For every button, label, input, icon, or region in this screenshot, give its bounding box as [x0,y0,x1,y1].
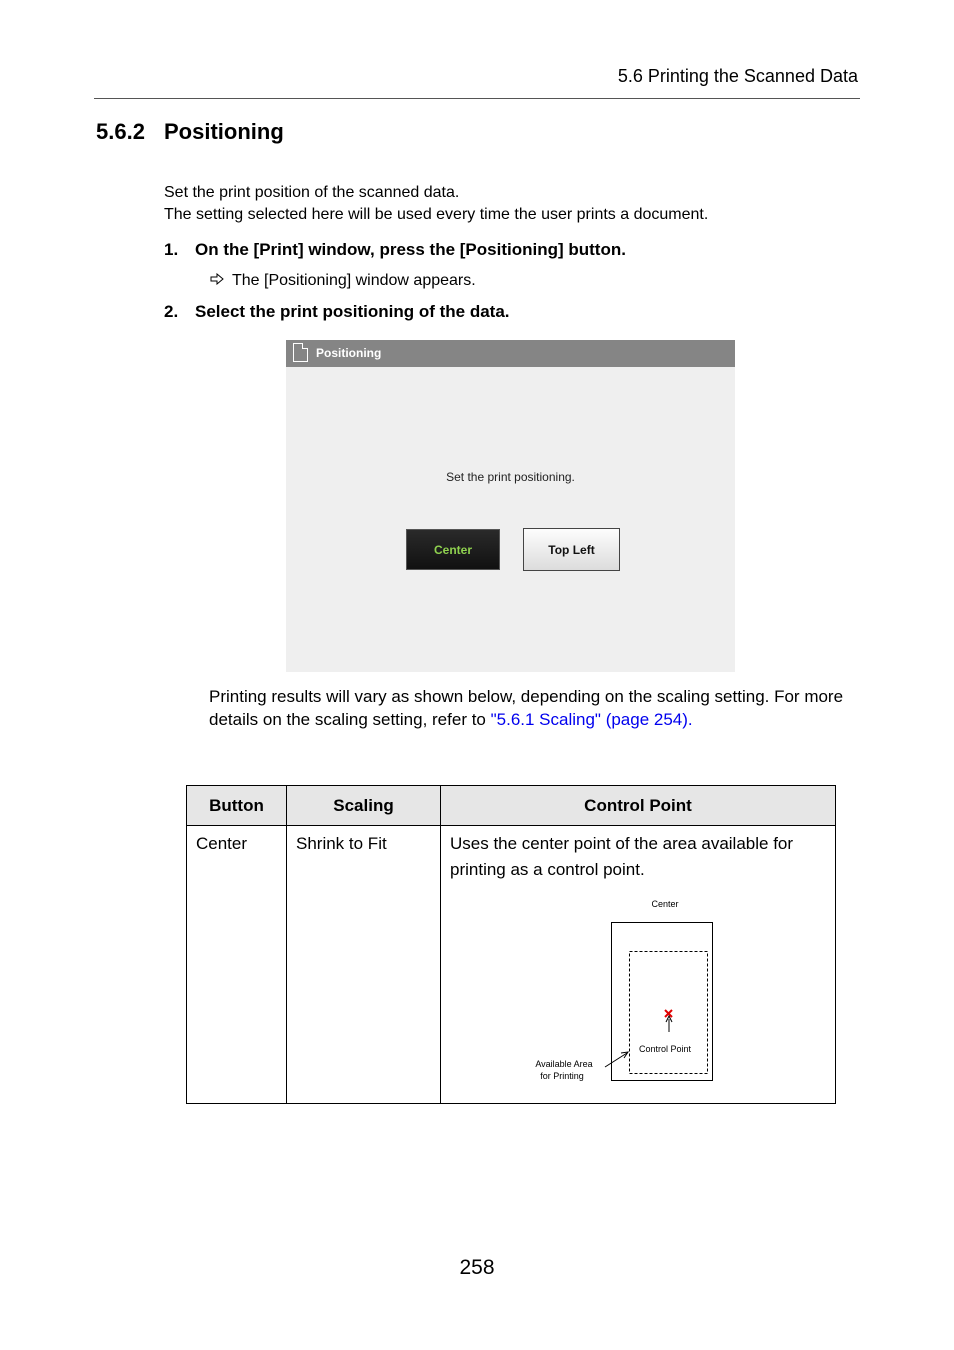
control-point-table [186,785,836,1104]
center-button[interactable]: Center [406,529,500,570]
step-2 [164,302,510,322]
control-point-label: Control Point [638,1044,692,1054]
step-1-result [210,272,476,290]
step-2-number: 2. [164,302,179,321]
cell-button: Center [187,826,287,1104]
scaling-paragraph [209,685,849,731]
step-1-text: On the [Print] window, press the [Positioning] button. [195,240,626,259]
header-control-point: Control Point [441,786,836,826]
section-number: 5.6.2 [96,119,145,144]
step-1-result-text: The [Positioning] window appears. [232,272,476,289]
window-titlebar [286,340,735,367]
table-row [187,826,836,1104]
intro-line-1: Set the print position of the scanned data. [164,184,460,201]
hollow-right-arrow-icon [210,272,232,290]
section-title [96,119,284,145]
step-1-number: 1. [164,240,179,259]
window-title: Positioning [316,346,382,360]
diagram-top-label: Center [651,899,679,909]
step-2-text: Select the print positioning of the data. [195,302,510,321]
running-head: 5.6 Printing the Scanned Data [617,66,858,86]
header-scaling: Scaling [287,786,441,826]
window-prompt: Set the print positioning. [446,470,575,484]
positioning-window [286,340,735,672]
paragraph-text: Printing results will vary as shown below, depending on the scaling setting. For more details on the scaling setting, refer to [209,687,844,729]
cell-control-point: Uses the center point of the area available for printing as a control point. [441,826,836,1104]
intro-text [164,182,708,226]
top-left-button[interactable]: Top Left [523,528,620,571]
scaling-link[interactable]: "5.6.1 Scaling" (page 254). [490,710,693,729]
document-icon [293,343,308,362]
cell-scaling: Shrink to Fit [287,826,441,1104]
available-area-label-1: Available Area [535,1059,593,1069]
available-area-label-2: for Printing [540,1071,584,1081]
header-rule [94,98,860,99]
section-title-text: Positioning [164,119,284,144]
step-1 [164,240,626,260]
table-header-row [187,786,836,826]
page-number: 258 [459,1256,495,1279]
intro-line-2: The setting selected here will be used every time the user prints a document. [164,206,709,223]
header-button: Button [187,786,287,826]
